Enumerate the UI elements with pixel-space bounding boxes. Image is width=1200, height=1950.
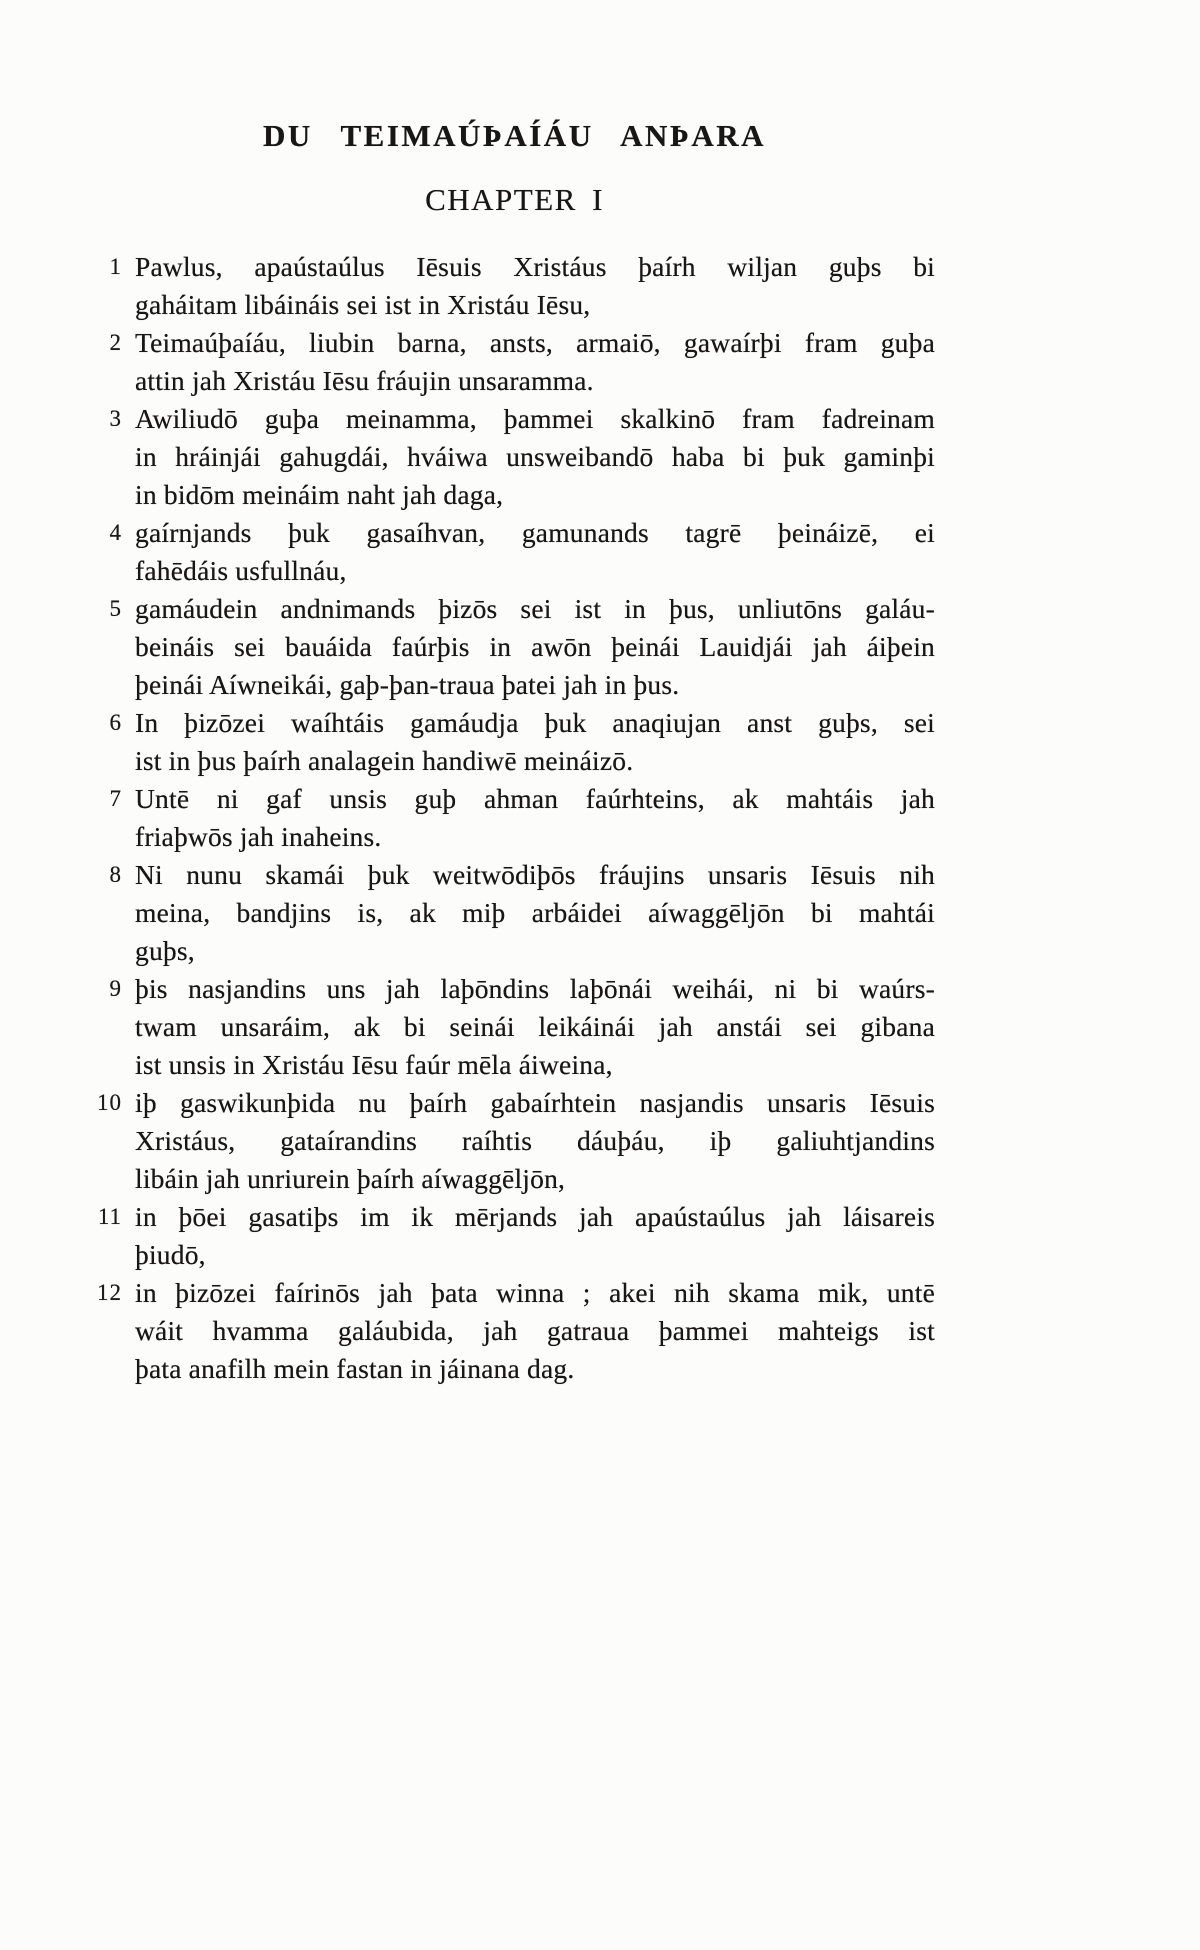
verse-lines (135, 704, 935, 780)
verse-number: 3 (109, 406, 122, 431)
verse-line: in hráinjái gahugdái, hváiwa unsweibandō haba bi þuk gaminþi (135, 441, 935, 472)
verse-line: libáin jah unriurein þaírh aíwaggēljōn, (135, 1163, 566, 1194)
verse-line: twam unsaráim, ak bi seinái leikáinái jah anstái sei gibana (135, 1011, 935, 1042)
verse-line: ist unsis in Xristáu Iēsu faúr mēla áiweina, (135, 1049, 613, 1080)
verse (0, 970, 1200, 1084)
verse-number: 12 (97, 1280, 122, 1305)
verse-line: beináis sei bauáida faúrþis in awōn þeinái Lauidjái jah áiþein (135, 631, 935, 662)
verse-lines (135, 324, 935, 400)
verse-number: 9 (109, 976, 122, 1001)
page-header (92, 116, 937, 220)
verse-lines (135, 590, 935, 704)
verse-number: 7 (109, 786, 122, 811)
verse (0, 590, 1200, 704)
verse-line: wáit hvamma galáubida, jah gatraua þammei mahteigs ist (135, 1315, 935, 1346)
verse-line: þata anafilh mein fastan in jáinana dag. (135, 1353, 575, 1384)
verse-line: þeinái Aíwneikái, gaþ-þan-traua þatei jah in þus. (135, 669, 680, 700)
verse-line: attin jah Xristáu Iēsu fráujin unsaramma. (135, 365, 594, 396)
verse-line: in þōei gasatiþs im ik mērjands jah apaústaúlus jah láisareis (135, 1201, 935, 1232)
verse-line: In þizōzei waíhtáis gamáudja þuk anaqiujan anst guþs, sei (135, 707, 935, 738)
verse-line: Untē ni gaf unsis guþ ahman faúrhteins, ak mahtáis jah (135, 783, 935, 814)
verse-line: fahēdáis usfullnáu, (135, 555, 347, 586)
verse (0, 1084, 1200, 1198)
verse-lines (135, 400, 935, 514)
verse-lines (135, 248, 935, 324)
verse-lines (135, 1198, 935, 1274)
page-title: DU TEIMAÚÞAÍÁU ANÞARA (263, 118, 766, 153)
verse-line: þiudō, (135, 1239, 206, 1270)
verse (0, 248, 1200, 324)
verse-line: in þizōzei faírinōs jah þata winna ; akei nih skama mik, untē (135, 1277, 935, 1308)
verse-line: Pawlus, apaústaúlus Iēsuis Xristáus þaírh wiljan guþs bi (135, 251, 935, 282)
verse-line: ist in þus þaírh analagein handiwē meináizō. (135, 745, 634, 776)
verse (0, 704, 1200, 780)
verse-lines (135, 780, 935, 856)
verse-line: iþ gaswikunþida nu þaírh gabaírhtein nasjandis unsaris Iēsuis (135, 1087, 935, 1118)
verse-list (0, 248, 1200, 1388)
verse-line: Teimaúþaíáu, liubin barna, ansts, armaiō, gawaírþi fram guþa (135, 327, 935, 358)
verse-number: 10 (97, 1090, 122, 1115)
verse-line: Awiliudō guþa meinamma, þammei skalkinō fram fadreinam (135, 403, 935, 434)
verse-number: 2 (109, 330, 122, 355)
verse-lines (135, 1084, 935, 1198)
verse-number: 1 (109, 254, 122, 279)
verse-line: gaháitam libáináis sei ist in Xristáu Iēsu, (135, 289, 591, 320)
verse-line: in bidōm meináim naht jah daga, (135, 479, 504, 510)
verse-line: þis nasjandins uns jah laþōndins laþōnái weihái, ni bi waúrs- (135, 973, 935, 1004)
verse-lines (135, 856, 935, 970)
verse-line: Ni nunu skamái þuk weitwōdiþōs fráujins unsaris Iēsuis nih (135, 859, 935, 890)
verse-line: meina, bandjins is, ak miþ arbáidei aíwaggēljōn bi mahtái (135, 897, 935, 928)
verse-number: 5 (109, 596, 122, 621)
verse-line: gamáudein andnimands þizōs sei ist in þus, unliutōns galáu- (135, 593, 935, 624)
verse-lines (135, 1274, 935, 1388)
verse-number: 4 (109, 520, 122, 545)
verse-line: gaírnjands þuk gasaíhvan, gamunands tagrē þeináizē, ei (135, 517, 935, 548)
verse-lines (135, 514, 935, 590)
verse (0, 1274, 1200, 1388)
verse (0, 1198, 1200, 1274)
verse-line: friaþwōs jah inaheins. (135, 821, 382, 852)
verse-number: 11 (97, 1204, 122, 1229)
verse (0, 324, 1200, 400)
verse-line: Xristáus, gataírandins raíhtis dáuþáu, iþ galiuhtjandins (135, 1125, 935, 1156)
verse (0, 780, 1200, 856)
verse (0, 856, 1200, 970)
verse-line: guþs, (135, 935, 195, 966)
verse-lines (135, 970, 935, 1084)
verse (0, 400, 1200, 514)
verse (0, 514, 1200, 590)
verse-number: 6 (109, 710, 122, 735)
chapter-heading: CHAPTER I (425, 182, 604, 217)
verse-number: 8 (109, 862, 122, 887)
